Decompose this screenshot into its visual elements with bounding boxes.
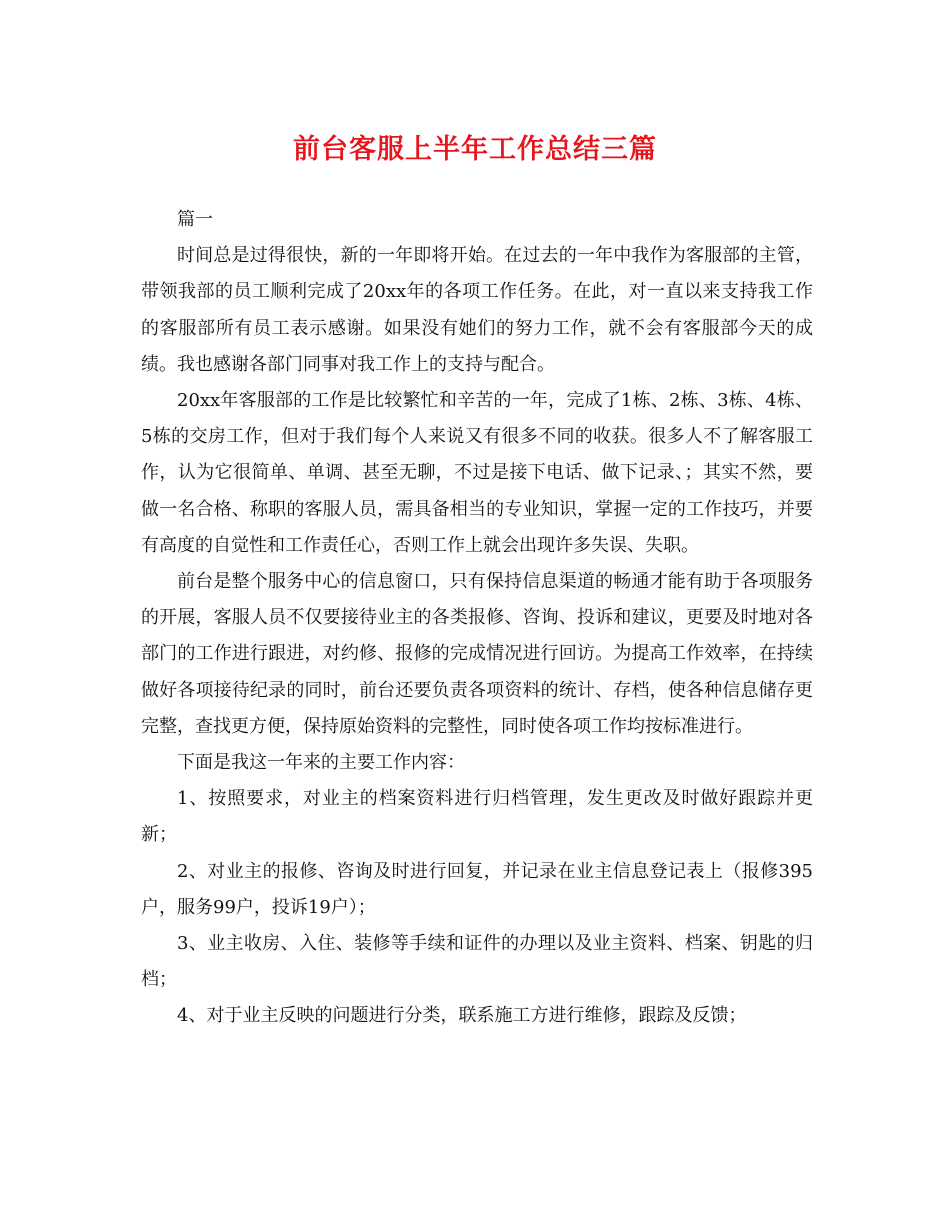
list-item-4: 4、对于业主反映的问题进行分类，联系施工方进行维修，跟踪及反馈； [177, 1005, 747, 1027]
document-body [141, 202, 813, 1035]
paragraph-intro: 时间总是过得很快，新的一年即将开始。在过去的一年中我作为客服部的主管，带领我部的员工顺利完成了20xx年的各项工作任务。在此，对一直以来支持我工作的客服部所有员工表示感谢。如果没有她们的努力工作，就不会有客服部今天的成绩。我也感谢各部门同事对我工作上的支持与配合。 [141, 245, 813, 375]
list-item-2: 2、对业主的报修、咨询及时进行回复，并记录在业主信息登记表上（报修395户，服务99户，投诉19户）； [141, 860, 813, 918]
list-item-1: 1、按照要求，对业主的档案资料进行归档管理，发生更改及时做好跟踪并更新； [141, 788, 813, 846]
document-title: 前台客服上半年工作总结三篇 [293, 134, 657, 165]
paragraph-front-desk: 前台是整个服务中心的信息窗口，只有保持信息渠道的畅通才能有助于各项服务的开展，客服人员不仅要接待业主的各类报修、咨询、投诉和建议，更要及时地对各部门的工作进行跟进，对约修、报修的完成情况进行回访。为提高工作效率，在持续做好各项接待纪录的同时，前台还要负责各项资料的统计、存档，使各种信息储存更完整，查找更方便，保持原始资料的完整性，同时使各项工作均按标准进行。 [141, 571, 813, 737]
paragraph-main-work-heading: 下面是我这一年来的主要工作内容： [177, 752, 465, 774]
paragraph-work-overview: 20xx年客服部的工作是比较繁忙和辛苦的一年，完成了1栋、2栋、3栋、4栋、5栋的交房工作，但对于我们每个人来说又有很多不同的收获。很多人不了解客服工作，认为它很简单、单调、甚至无聊，不过是接下电话、做下记录、；其实不然，要做一名合格、称职的客服人员，需具备相当的专业知识，掌握一定的工作技巧，并要有高度的自觉性和工作责任心，否则工作上就会出现许多失误、失职。 [141, 390, 813, 556]
list-item-3: 3、业主收房、入住、装修等手续和证件的办理以及业主资料、档案、钥匙的归档； [141, 933, 813, 991]
section-heading: 篇一 [177, 209, 213, 230]
